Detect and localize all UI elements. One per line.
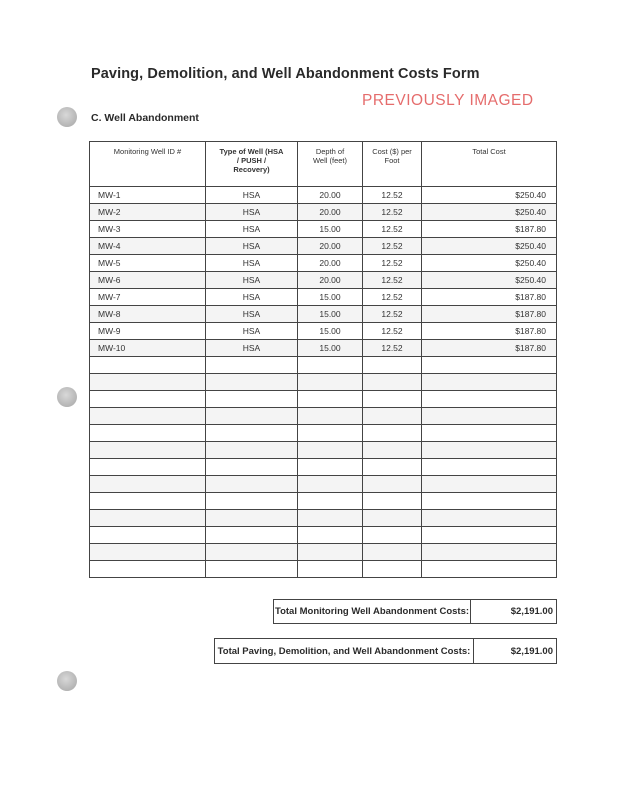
cell-total-cost [422,357,557,374]
cell-total-cost: $187.80 [422,340,557,357]
cell-total-cost [422,459,557,476]
cell-total-cost [422,476,557,493]
cell-well-id [90,561,206,578]
punch-hole-bottom [57,671,77,691]
cell-cost-per-foot: 12.52 [363,187,422,204]
cell-well-id [90,442,206,459]
cell-cost-per-foot [363,561,422,578]
cell-well-type [206,510,298,527]
cell-total-cost: $187.80 [422,306,557,323]
header-total-cost: Total Cost [422,142,557,187]
punch-hole-middle [57,387,77,407]
cell-total-cost [422,561,557,578]
cell-cost-per-foot [363,425,422,442]
cell-total-cost: $250.40 [422,187,557,204]
table-row [90,510,557,527]
header-depth-text: Depth of Well (feet) [312,147,348,165]
cell-cost-per-foot [363,459,422,476]
cell-cost-per-foot [363,544,422,561]
cell-well-id [90,391,206,408]
grand-total-box [214,638,557,664]
cell-total-cost [422,527,557,544]
cell-depth [298,374,363,391]
cell-total-cost: $187.80 [422,289,557,306]
table-row [90,476,557,493]
cell-well-id: MW-2 [90,204,206,221]
cell-depth: 15.00 [298,221,363,238]
cell-cost-per-foot [363,476,422,493]
cell-total-cost [422,544,557,561]
cell-well-type [206,527,298,544]
cell-well-id [90,510,206,527]
cell-well-id: MW-7 [90,289,206,306]
cell-total-cost: $187.80 [422,221,557,238]
cell-total-cost: $250.40 [422,204,557,221]
cell-well-id [90,357,206,374]
cell-well-type: HSA [206,187,298,204]
cell-total-cost [422,408,557,425]
table-row [90,289,557,306]
cell-well-type [206,408,298,425]
table-row [90,204,557,221]
cell-cost-per-foot: 12.52 [363,238,422,255]
cell-well-id: MW-4 [90,238,206,255]
cell-well-type: HSA [206,221,298,238]
page-title: Paving, Demolition, and Well Abandonment Costs Form [91,66,480,82]
table-row [90,238,557,255]
cell-depth [298,408,363,425]
cell-depth [298,544,363,561]
section-title: C. Well Abandonment [91,112,199,124]
cell-cost-per-foot: 12.52 [363,340,422,357]
cell-depth [298,476,363,493]
punch-hole-top [57,107,77,127]
cell-well-type [206,459,298,476]
table-row [90,374,557,391]
cell-total-cost [422,493,557,510]
previously-imaged-stamp: PREVIOUSLY IMAGED [362,92,534,109]
cell-depth [298,510,363,527]
cell-depth: 20.00 [298,238,363,255]
cell-cost-per-foot [363,493,422,510]
header-cost-per-foot [363,142,422,187]
cell-cost-per-foot: 12.52 [363,289,422,306]
cell-total-cost: $250.40 [422,272,557,289]
cell-total-cost: $250.40 [422,255,557,272]
cell-well-type [206,493,298,510]
cell-total-cost: $187.80 [422,323,557,340]
cell-total-cost [422,374,557,391]
cell-cost-per-foot [363,357,422,374]
cell-cost-per-foot: 12.52 [363,221,422,238]
cell-well-type [206,374,298,391]
cell-cost-per-foot [363,510,422,527]
cell-well-id: MW-5 [90,255,206,272]
table-row [90,340,557,357]
cell-cost-per-foot: 12.52 [363,272,422,289]
cell-well-id [90,476,206,493]
cell-well-id [90,425,206,442]
cell-depth [298,425,363,442]
table-row [90,544,557,561]
cell-well-id: MW-3 [90,221,206,238]
table-row [90,187,557,204]
cell-well-type: HSA [206,340,298,357]
table-row [90,425,557,442]
table-row [90,306,557,323]
table-row [90,255,557,272]
cell-depth: 15.00 [298,306,363,323]
grand-total-value: $2,191.00 [510,645,553,657]
cell-well-id: MW-6 [90,272,206,289]
header-well-type-text: Type of Well (HSA / PUSH / Recovery) [219,147,284,174]
cell-well-type: HSA [206,272,298,289]
cell-depth [298,561,363,578]
table-row [90,272,557,289]
cell-well-type: HSA [206,255,298,272]
cell-well-type: HSA [206,306,298,323]
cell-cost-per-foot: 12.52 [363,323,422,340]
cell-depth: 20.00 [298,272,363,289]
header-well-id: Monitoring Well ID # [90,142,206,187]
table-row [90,442,557,459]
cell-well-type [206,391,298,408]
header-cost-per-foot-text: Cost ($) per Foot [372,147,412,165]
table-row [90,221,557,238]
cell-cost-per-foot: 12.52 [363,255,422,272]
cell-depth [298,391,363,408]
cell-cost-per-foot: 12.52 [363,204,422,221]
table-header-row [90,142,557,187]
cell-depth: 20.00 [298,187,363,204]
well-total-value: $2,191.00 [510,606,553,617]
cell-well-type [206,442,298,459]
cell-well-id: MW-9 [90,323,206,340]
cell-well-id [90,493,206,510]
cell-well-id [90,374,206,391]
cell-well-type [206,476,298,493]
well-total-label: Total Monitoring Well Abandonment Costs: [274,600,471,623]
table-row [90,323,557,340]
cell-cost-per-foot [363,527,422,544]
cell-well-id: MW-10 [90,340,206,357]
cell-cost-per-foot: 12.52 [363,306,422,323]
cell-depth: 15.00 [298,289,363,306]
header-well-type [206,142,298,187]
cell-well-id: MW-8 [90,306,206,323]
cell-depth: 15.00 [298,323,363,340]
cell-cost-per-foot [363,391,422,408]
grand-total-label: Total Paving, Demolition, and Well Abandonment Costs: [215,639,474,663]
cell-well-type: HSA [206,238,298,255]
cell-well-type [206,561,298,578]
cell-total-cost [422,425,557,442]
cell-depth: 20.00 [298,204,363,221]
cell-depth [298,459,363,476]
cell-well-type: HSA [206,204,298,221]
cell-cost-per-foot [363,442,422,459]
cell-well-type: HSA [206,323,298,340]
cell-depth [298,442,363,459]
cell-total-cost [422,442,557,459]
cell-well-type [206,357,298,374]
cell-cost-per-foot [363,374,422,391]
cell-depth [298,527,363,544]
cell-well-id [90,408,206,425]
cell-depth [298,357,363,374]
header-depth [298,142,363,187]
table-row [90,357,557,374]
table-row [90,527,557,544]
cell-well-type [206,425,298,442]
cell-well-id [90,459,206,476]
cell-depth [298,493,363,510]
table-row [90,493,557,510]
cell-well-id [90,527,206,544]
cell-well-type [206,544,298,561]
cell-total-cost: $250.40 [422,238,557,255]
cell-well-id: MW-1 [90,187,206,204]
cell-depth: 15.00 [298,340,363,357]
cell-well-id [90,544,206,561]
well-abandonment-total-box [273,599,557,624]
cell-well-type: HSA [206,289,298,306]
cell-cost-per-foot [363,408,422,425]
table-row [90,459,557,476]
cell-total-cost [422,510,557,527]
cell-total-cost [422,391,557,408]
table-row [90,408,557,425]
table-row [90,561,557,578]
well-abandonment-table [89,141,557,578]
cell-depth: 20.00 [298,255,363,272]
table-row [90,391,557,408]
